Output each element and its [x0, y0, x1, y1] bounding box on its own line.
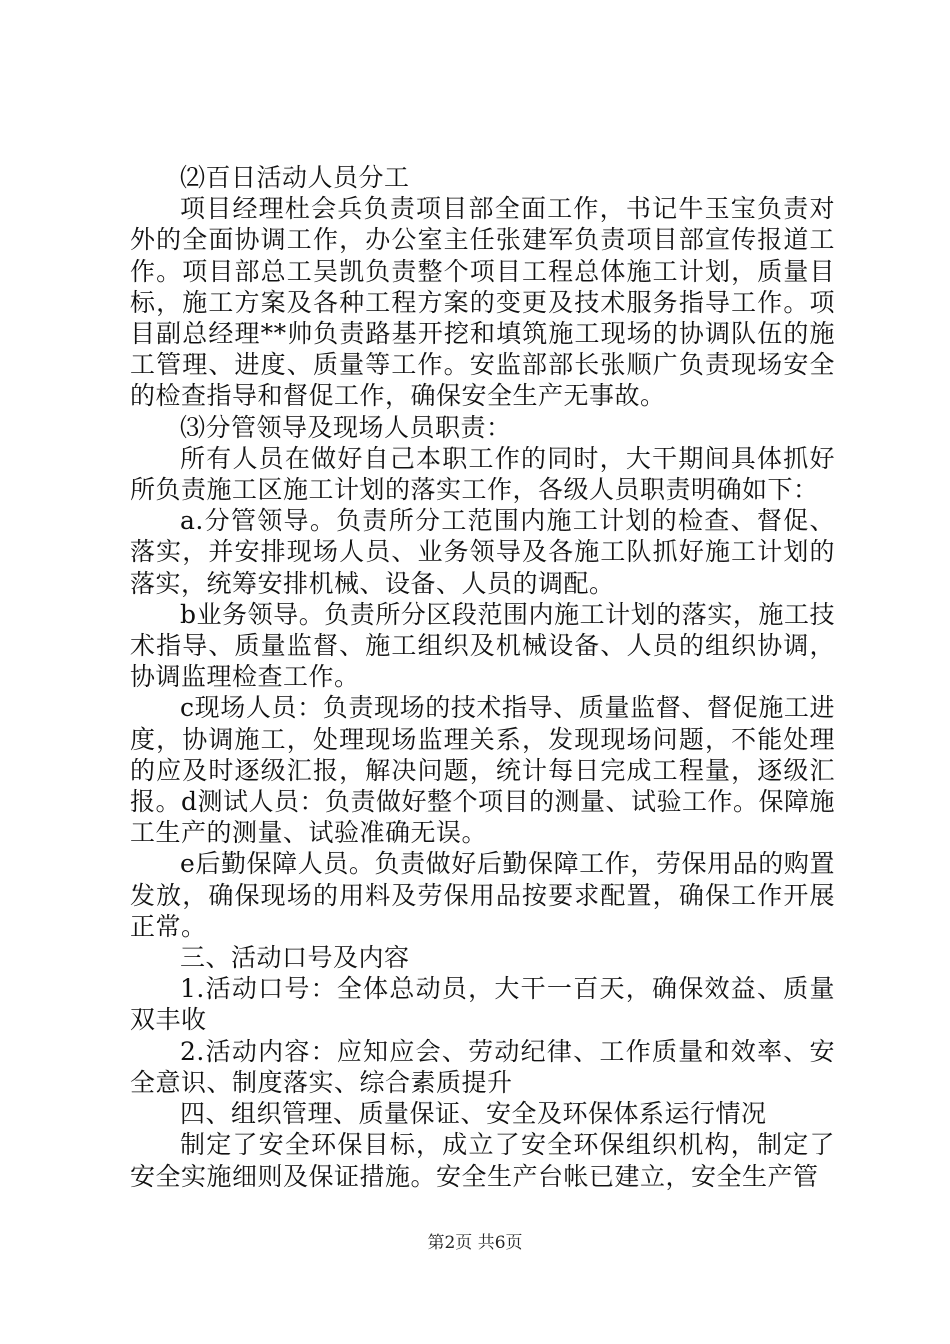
paragraph-staff-roles: 项目经理杜会兵负责项目部全面工作，书记牛玉宝负责对外的全面协调工作，办公室主任张建军负责项目部宣传报道工作。项目部总工吴凯负责整个项目工程总体施工计划，质量目标，施工方案及各种工程方案的变更及技术服务指导工作。项目副总经理**帅负责路基开挖和填筑施工现场的协调队伍的施工管理、进度、质量等工作。安监部部长张顺广负责现场安全的检查指导和督促工作，确保安全生产无事故。: [130, 194, 835, 411]
section-heading-slogan: 三、活动口号及内容: [180, 943, 410, 973]
section-heading-staff-division: ⑵百日活动人员分工: [180, 163, 410, 192]
section-heading-management: 四、组织管理、质量保证、安全及环保体系运行情况: [180, 1099, 767, 1129]
paragraph-item-a: a.分管领导。负责所分工范围内施工计划的检查、督促、落实，并安排现场人员、业务领导及各施工队抓好施工计划的落实，统筹安排机械、设备、人员的调配。: [130, 506, 835, 598]
paragraph-safety: 制定了安全环保目标，成立了安全环保组织机构，制定了安全实施细则及保证措施。安全生产台帐已建立，安全生产管: [130, 1130, 835, 1191]
page-number: 第2页 共6页: [427, 1233, 523, 1253]
paragraph-activity-content: 2.活动内容：应知应会、劳动纪律、工作质量和效率、安全意识、制度落实、综合素质提升: [130, 1036, 835, 1097]
document-body: [130, 162, 835, 1192]
paragraph-item-e: e后勤保障人员。负责做好后勤保障工作，劳保用品的购置发放，确保现场的用料及劳保用品按要求配置，确保工作开展正常。: [130, 849, 835, 941]
paragraph-slogan: 1.活动口号：全体总动员，大干一百天，确保效益、质量双丰收: [130, 974, 835, 1035]
section-heading-responsibilities: ⑶分管领导及现场人员职责：: [180, 412, 512, 442]
paragraph-item-b: b业务领导。负责所分区段范围内施工计划的落实，施工技术指导、质量监督、施工组织及机械设备、人员的组织协调，协调监理检查工作。: [130, 599, 835, 692]
paragraph-responsibilities-intro: 所有人员在做好自己本职工作的同时，大干期间具体抓好所负责施工区施工计划的落实工作，各级人员职责明确如下：: [130, 443, 835, 505]
paragraph-item-c-d: c现场人员：负责现场的技术指导、质量监督、督促施工进度，协调施工，处理现场监理关系，发现现场问题，不能处理的应及时逐级汇报，解决问题，统计每日完成工程量，逐级汇报。d测试人员：负责做好整个项目的测量、试验工作。保障施工生产的测量、试验准确无误。: [130, 693, 836, 848]
